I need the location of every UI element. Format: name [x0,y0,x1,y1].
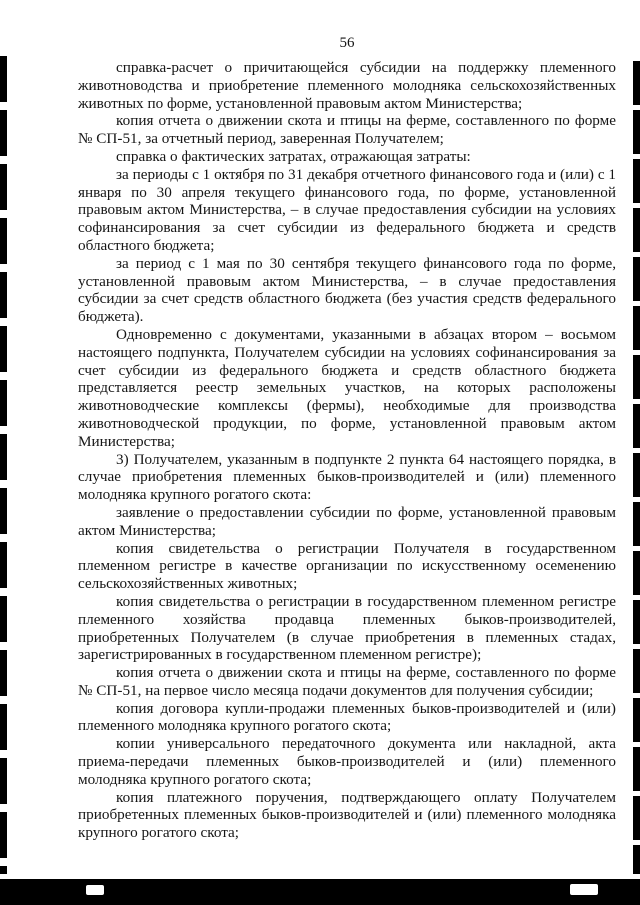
scan-artifact-right-edge [633,56,640,874]
document-body [78,59,616,842]
paragraph: копия отчета о движении скота и птицы на ферме, составленного по форме № СП-51, на первое число месяца подачи документов для получения субсидии; [78,664,616,699]
paragraph: 3) Получателем, указанным в подпункте 2 пункта 64 настоящего порядка, в случае приобретения племенных быков-производителей и (или) племенного молодняка крупного рогатого скота: [78,450,616,504]
paragraph: копия свидетельства о регистрации в государственном племенном регистре племенного хозяйства продавца племенных быков-производителей, приобретенных Получателем (в случае приобретения в племенных стадах, зарегистрированных в государственном племенном регистре); [78,592,616,664]
paragraph: за период с 1 мая по 30 сентября текущего финансового года по форме, установленной правовым актом Министерства, – в случае предоставления субсидии за счет средств областного бюджета (без участия средств федерального бюджета). [78,254,616,326]
paragraph: справка о фактических затратах, отражающая затраты: [116,147,471,165]
scan-artifact-bottom-bar [0,879,640,905]
paragraph: копия свидетельства о регистрации Получателя в государственном племенном регистре в качестве организации по искусственному осеменению сельскохозяйственных животных; [78,539,616,593]
page-number: 56 [339,35,355,51]
paragraph: копия платежного поручения, подтверждающего оплату Получателем приобретенных племенных быков-производителей и (или) племенного молодняка крупного рогатого скота; [78,788,616,842]
paragraph: заявление о предоставлении субсидии по форме, установленной правовым актом Министерства; [78,503,616,539]
paragraph: копия отчета о движении скота и птицы на ферме, составленного по форме № СП-51, за отчетный период, заверенная Получателем; [78,112,616,148]
paragraph: копия договора купли-продажи племенных быков-производителей и (или) племенного молодняка крупного рогатого скота; [78,699,616,735]
paragraph: справка-расчет о причитающейся субсидии на поддержку племенного животноводства и приобретение племенного молодняка сельскохозяйственных животных по форме, установленной правовым актом Министерства; [78,59,616,112]
scan-artifact-left-edge [0,56,7,874]
paragraph: за периоды с 1 октября по 31 декабря отчетного финансового года и (или) с 1 января по 30 апреля текущего финансового года, по форме, установленной правовым актом Министерства, – в случае предоставления субсидии на условиях софинансирования за счет субсидии из федерального бюджета и средств областного бюджета; [78,165,616,254]
paragraph: копии универсального передаточного документа или накладной, акта приема-передачи племенных быков-производителей и (или) племенного молодняка крупного рогатого скота; [78,735,616,788]
scan-artifact-notch [86,885,104,895]
paragraph: Одновременно с документами, указанными в абзацах втором – восьмом настоящего подпункта, Получателем субсидии на условиях софинансирования за счет субсидии из федерального бюджета и средств областного бюджета представляется реестр земельных участков, на которых расположены животноводческие комплексы (фермы), необходимые для производства животноводческой продукции, по форме, установленной правовым актом Министерства; [78,325,616,450]
scan-artifact-notch [570,884,598,895]
